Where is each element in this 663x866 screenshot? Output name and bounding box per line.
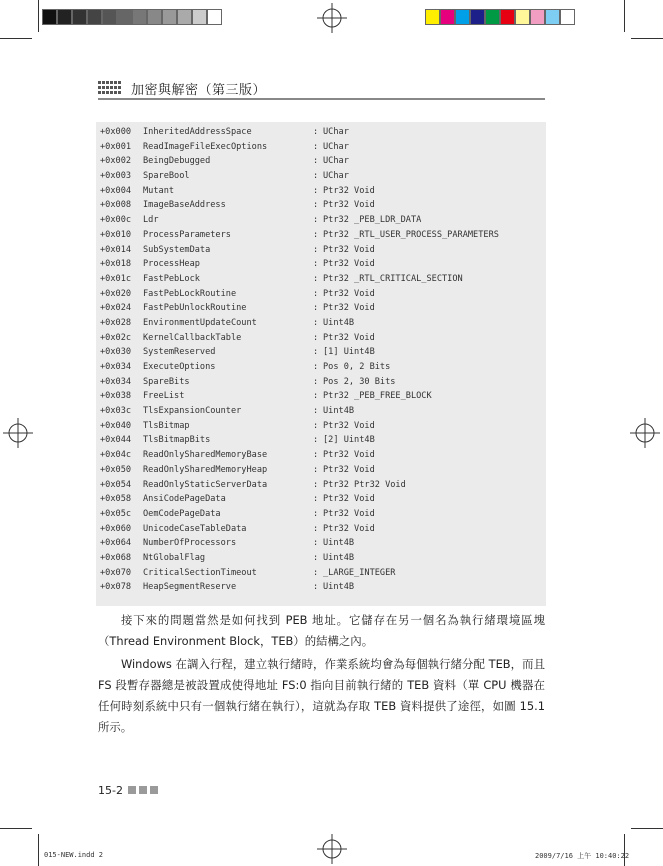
- field-separator: :: [313, 508, 319, 519]
- code-listing: [96, 122, 546, 606]
- footer-squares-icon: [128, 786, 158, 794]
- crop-mark-bottom-right-v: [624, 834, 625, 866]
- color-swatch: [425, 9, 440, 25]
- field-type: Ptr32 _RTL_CRITICAL_SECTION: [323, 273, 463, 284]
- field-offset: +0x070: [100, 567, 132, 578]
- field-type: Ptr32 _PEB_FREE_BLOCK: [323, 391, 432, 402]
- crop-mark-top-right-v: [624, 0, 625, 32]
- field-name: TlsExpansionCounter: [143, 406, 242, 417]
- field-name: SystemReserved: [143, 347, 216, 358]
- field-separator: :: [313, 494, 319, 505]
- field-separator: :: [313, 391, 319, 402]
- field-offset: +0x001: [100, 141, 132, 152]
- field-type: Ptr32 Void: [323, 288, 375, 299]
- slug-timestamp: 2009/7/16 上午 10:40:22: [535, 852, 630, 860]
- field-offset: +0x044: [100, 435, 132, 446]
- field-name: SubSystemData: [143, 244, 211, 255]
- field-separator: :: [313, 156, 319, 167]
- registration-mark-top: [317, 3, 347, 33]
- book-title: 加密與解密（第三版）: [131, 83, 267, 98]
- field-separator: :: [313, 317, 319, 328]
- field-name: ExecuteOptions: [143, 362, 216, 372]
- field-type: UChar: [323, 156, 349, 167]
- field-type: Uint4B: [323, 552, 355, 563]
- field-offset: +0x010: [100, 229, 132, 240]
- field-type: Ptr32 Void: [323, 508, 375, 519]
- field-name: ImageBaseAddress: [143, 200, 226, 211]
- field-name: UnicodeCaseTableData: [143, 523, 247, 534]
- field-offset: +0x008: [100, 200, 132, 211]
- paragraph-1: 接下來的問題當然是如何找到 PEB 地址。它儲存在另一個名為執行緒環境區塊（Thread Environment Block，TEB）的結構之內。: [98, 613, 545, 648]
- field-type: UChar: [323, 171, 349, 182]
- field-separator: :: [313, 464, 319, 475]
- color-swatch: [560, 9, 575, 25]
- field-separator: :: [313, 141, 319, 152]
- field-offset: +0x054: [100, 479, 132, 490]
- field-name: KernelCallbackTable: [143, 332, 242, 343]
- field-offset: +0x00c: [100, 215, 132, 226]
- field-offset: +0x064: [100, 538, 132, 549]
- field-name: BeingDebugged: [143, 156, 211, 167]
- field-name: Mutant: [143, 185, 175, 196]
- field-offset: +0x003: [100, 171, 132, 182]
- gray-swatch: [117, 9, 132, 25]
- field-type: Ptr32 Void: [323, 332, 375, 343]
- field-type: Ptr32 Void: [323, 420, 375, 431]
- field-separator: :: [313, 288, 319, 299]
- color-swatch: [545, 9, 560, 25]
- field-separator: :: [313, 215, 319, 226]
- field-offset: +0x000: [100, 127, 132, 137]
- field-name: SpareBits: [143, 376, 190, 387]
- field-type: [1] Uint4B: [323, 347, 375, 358]
- field-separator: :: [313, 567, 319, 578]
- field-type: Ptr32 Void: [323, 200, 375, 211]
- field-type: Ptr32 Void: [323, 244, 375, 255]
- field-separator: :: [313, 332, 319, 343]
- crop-mark-bottom-left-v: [38, 834, 39, 866]
- field-separator: :: [313, 200, 319, 211]
- field-offset: +0x002: [100, 156, 132, 167]
- paragraph-2: Windows 在調入行程，建立執行緒時，作業系統均會為每個執行緒分配 TEB，而且 FS 段暫存器總是被設置成使得地址 FS:0 指向目前執行緒的 TEB 資料（單 CPU 機器在任何時刻系統中只有一個執行緒在執行），這就為存取 TEB 資料提供了途徑，如圖 15.1 所示。: [98, 657, 545, 734]
- field-name: ReadOnlySharedMemoryHeap: [143, 464, 268, 475]
- field-type: Ptr32 Void: [323, 259, 375, 270]
- gray-swatch: [207, 9, 222, 25]
- gray-swatch: [57, 9, 72, 25]
- field-offset: +0x050: [100, 464, 132, 475]
- field-type: [2] Uint4B: [323, 435, 375, 446]
- field-name: SpareBool: [143, 171, 190, 182]
- color-swatch: [440, 9, 455, 25]
- gray-swatch: [132, 9, 147, 25]
- field-offset: +0x004: [100, 185, 132, 196]
- field-name: FastPebLockRoutine: [143, 288, 237, 299]
- field-name: EnvironmentUpdateCount: [143, 317, 257, 328]
- field-name: ReadImageFileExecOptions: [143, 141, 268, 152]
- gray-swatch: [192, 9, 207, 25]
- field-name: CriticalSectionTimeout: [143, 567, 257, 578]
- field-offset: +0x01c: [100, 273, 132, 284]
- field-separator: :: [313, 420, 319, 431]
- field-type: Ptr32 Void: [323, 523, 375, 534]
- registration-mark-right: [630, 418, 660, 448]
- field-type: UChar: [323, 141, 349, 152]
- field-name: ProcessParameters: [143, 229, 231, 240]
- field-type: Ptr32 _PEB_LDR_DATA: [323, 215, 422, 226]
- registration-mark-left: [3, 418, 33, 448]
- field-separator: :: [313, 582, 319, 593]
- field-offset: +0x02c: [100, 332, 132, 343]
- running-header: [98, 76, 545, 102]
- field-name: OemCodePageData: [143, 508, 221, 519]
- field-name: FastPebUnlockRoutine: [143, 303, 247, 314]
- field-offset: +0x03c: [100, 406, 132, 417]
- crop-mark-top-left-h: [0, 38, 32, 39]
- slug-filename: 015-NEW.indd 2: [44, 851, 104, 859]
- field-separator: :: [313, 450, 319, 461]
- field-offset: +0x078: [100, 582, 132, 593]
- field-type: Ptr32 _RTL_USER_PROCESS_PARAMETERS: [323, 229, 499, 240]
- field-separator: :: [313, 523, 319, 534]
- field-type: Uint4B: [323, 406, 355, 417]
- crop-mark-top-right-h: [631, 38, 663, 39]
- field-name: InheritedAddressSpace: [143, 127, 252, 137]
- header-grid-icon: [98, 81, 124, 95]
- gray-swatch: [162, 9, 177, 25]
- field-name: NumberOfProcessors: [143, 538, 237, 549]
- field-separator: :: [313, 244, 319, 255]
- field-name: NtGlobalFlag: [143, 552, 206, 563]
- field-offset: +0x060: [100, 523, 132, 534]
- field-type: Ptr32 Void: [323, 303, 375, 314]
- field-offset: +0x034: [100, 376, 132, 387]
- field-offset: +0x068: [100, 552, 132, 563]
- field-offset: +0x05c: [100, 508, 132, 519]
- field-offset: +0x038: [100, 391, 132, 402]
- field-separator: :: [313, 347, 319, 358]
- field-offset: +0x040: [100, 420, 132, 431]
- field-offset: +0x04c: [100, 450, 132, 461]
- field-name: TlsBitmap: [143, 420, 190, 431]
- crop-mark-bottom-left-h: [0, 828, 32, 829]
- field-type: Pos 0, 2 Bits: [323, 362, 391, 372]
- field-separator: :: [313, 273, 319, 284]
- field-offset: +0x024: [100, 303, 132, 314]
- color-swatch: [530, 9, 545, 25]
- field-type: Ptr32 Ptr32 Void: [323, 479, 406, 490]
- field-separator: :: [313, 406, 319, 417]
- field-name: ReadOnlyStaticServerData: [143, 479, 268, 490]
- field-name: FastPebLock: [143, 273, 200, 284]
- field-offset: +0x014: [100, 244, 132, 255]
- gray-swatch: [102, 9, 117, 25]
- field-separator: :: [313, 259, 319, 270]
- field-type: Pos 2, 30 Bits: [323, 376, 396, 387]
- field-type: Uint4B: [323, 538, 355, 549]
- field-name: FreeList: [143, 391, 185, 402]
- field-separator: :: [313, 127, 319, 137]
- field-offset: +0x058: [100, 494, 132, 505]
- field-separator: :: [313, 229, 319, 240]
- field-type: Uint4B: [323, 582, 355, 593]
- field-type: Ptr32 Void: [323, 494, 375, 505]
- field-separator: :: [313, 479, 319, 490]
- color-swatch: [500, 9, 515, 25]
- field-separator: :: [313, 303, 319, 314]
- gray-swatch: [42, 9, 57, 25]
- color-calibration-bar: [425, 9, 575, 25]
- field-offset: +0x030: [100, 347, 132, 358]
- field-name: Ldr: [143, 215, 159, 226]
- field-separator: :: [313, 376, 319, 387]
- field-type: Ptr32 Void: [323, 450, 375, 461]
- field-separator: :: [313, 185, 319, 196]
- field-name: HeapSegmentReserve: [143, 582, 237, 593]
- field-separator: :: [313, 171, 319, 182]
- color-swatch: [515, 9, 530, 25]
- registration-mark-bottom: [317, 834, 347, 864]
- color-swatch: [485, 9, 500, 25]
- field-name: ReadOnlySharedMemoryBase: [143, 450, 268, 461]
- color-swatch: [470, 9, 485, 25]
- gray-swatch: [87, 9, 102, 25]
- crop-mark-bottom-right-h: [631, 828, 663, 829]
- field-offset: +0x034: [100, 362, 132, 372]
- gray-calibration-bar: [42, 9, 222, 25]
- header-rule: [98, 98, 545, 100]
- field-offset: +0x020: [100, 288, 132, 299]
- field-separator: :: [313, 538, 319, 549]
- field-separator: :: [313, 552, 319, 563]
- crop-mark-top-left-v: [38, 0, 39, 32]
- field-offset: +0x028: [100, 317, 132, 328]
- gray-swatch: [72, 9, 87, 25]
- field-type: Uint4B: [323, 317, 355, 328]
- field-type: Ptr32 Void: [323, 185, 375, 196]
- field-offset: +0x018: [100, 259, 132, 270]
- gray-swatch: [177, 9, 192, 25]
- field-type: UChar: [323, 127, 349, 137]
- page-number: 15-2: [98, 784, 123, 797]
- color-swatch: [455, 9, 470, 25]
- field-name: ProcessHeap: [143, 259, 200, 270]
- field-name: AnsiCodePageData: [143, 494, 226, 505]
- gray-swatch: [147, 9, 162, 25]
- field-name: TlsBitmapBits: [143, 435, 211, 446]
- field-type: _LARGE_INTEGER: [323, 567, 396, 578]
- field-type: Ptr32 Void: [323, 464, 375, 475]
- field-separator: :: [313, 435, 319, 446]
- field-separator: :: [313, 362, 319, 372]
